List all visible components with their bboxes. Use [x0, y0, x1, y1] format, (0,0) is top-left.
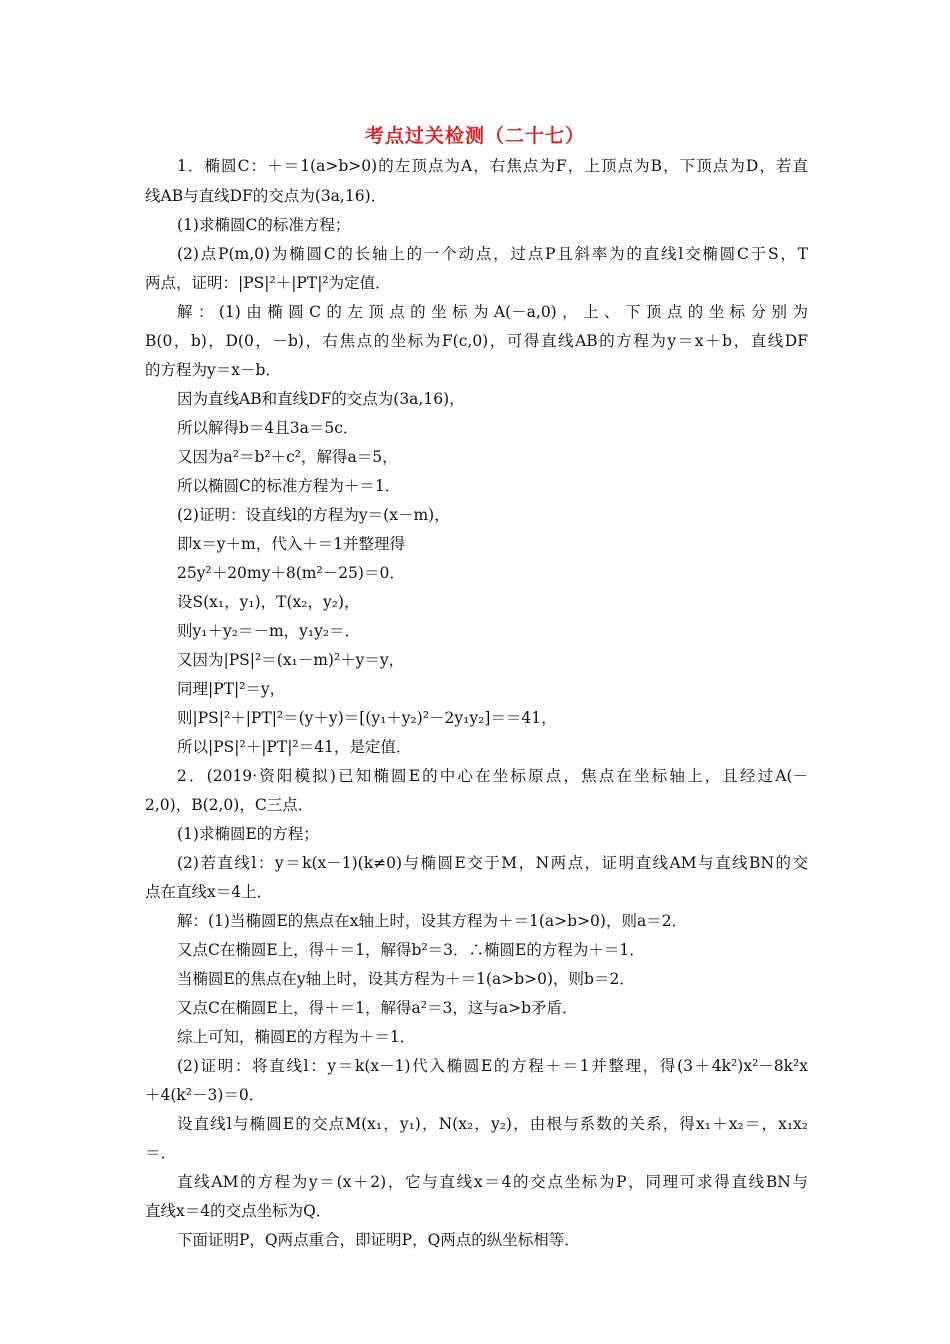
text-line: 同理|PT|²＝y， [177, 680, 286, 698]
text-line: 又因为a²＝b²＋c²，解得a＝5， [177, 448, 398, 466]
text-line: 线AB与直线DF的交点为(3a,16)． [145, 187, 387, 205]
text-line: ＝． [145, 1144, 177, 1162]
text-line: 设直线l与椭圆E的交点M(x₁，y₁)，N(x₂，y₂)，由根与系数的关系，得x₁＋x₂＝，x₁x₂ [177, 1115, 808, 1133]
text-line: 所以椭圆C的标准方程为＋＝1． [177, 477, 401, 495]
text-line: (2)证明：设直线l的方程为y＝(x－m)， [177, 506, 450, 524]
text-line: 综上可知，椭圆E的方程为＋＝1． [177, 1028, 416, 1046]
text-line: 又点C在椭圆E上，得＋＝1，解得a²＝3，这与a>b矛盾． [177, 999, 578, 1017]
text-line: 25y²＋20my＋8(m²－25)＝0． [177, 564, 405, 582]
text-line: ＋4(k²－3)＝0． [145, 1086, 265, 1104]
text-line: 解：(1)当椭圆E的焦点在x轴上时，设其方程为＋＝1(a>b>0)，则a＝2． [177, 912, 688, 930]
text-line: 设S(x₁，y₁)，T(x₂，y₂)， [177, 593, 360, 611]
text-line: 2．(2019·资阳模拟)已知椭圆E的中心在坐标原点，焦点在坐标轴上，且经过A(－ [177, 767, 808, 785]
text-line: 下面证明P，Q两点重合，即证明P，Q两点的纵坐标相等． [177, 1231, 580, 1249]
text-line: (2)若直线l：y＝k(x－1)(k≠0)与椭圆E交于M，N两点，证明直线AM与直线BN的交 [177, 854, 808, 872]
text-line: 1．椭圆C：＋＝1(a>b>0)的左顶点为A，右焦点为F，上顶点为B，下顶点为D，若直 [177, 157, 808, 175]
text-line: (2)点P(m,0)为椭圆C的长轴上的一个动点，过点P且斜率为的直线l交椭圆C于S，T [177, 245, 808, 263]
text-line: 点在直线x＝4上． [145, 883, 273, 901]
text-line: 解：(1)由椭圆C的左顶点的坐标为A(－a,0)，上、下顶点的坐标分别为 [177, 303, 808, 321]
text-line: 的方程为y＝x－b． [145, 361, 281, 379]
text-line: 即x＝y＋m，代入＋＝1并整理得 [177, 535, 406, 553]
page-title: 考点过关检测（二十七） [364, 125, 585, 147]
text-line: 因为直线AB和直线DF的交点为(3a,16)， [177, 390, 465, 408]
text-line: 则y₁＋y₂＝－m，y₁y₂＝． [177, 622, 361, 640]
text-line: (1)求椭圆E的方程； [177, 825, 319, 843]
text-line: 又点C在椭圆E上，得＋＝1，解得b²＝3．∴椭圆E的方程为＋＝1． [177, 941, 645, 959]
text-line: 又因为|PS|²＝(x₁－m)²＋y＝y， [177, 651, 405, 669]
text-line: 2,0)，B(2,0)，C三点． [145, 796, 314, 814]
text-line: 直线x＝4的交点坐标为Q． [145, 1202, 332, 1220]
text-line: 所以|PS|²＋|PT|²＝41，是定值． [177, 738, 412, 756]
text-line: (2)证明：将直线l：y＝k(x－1)代入椭圆E的方程＋＝1并整理，得(3＋4k²)x²－8k²x [177, 1057, 808, 1075]
text-line: 则|PS|²＋|PT|²＝(y＋y)＝[(y₁＋y₂)²－2y₁y₂]＝＝41， [177, 709, 557, 727]
text-line: 直线AM的方程为y＝(x＋2)，它与直线x＝4的交点坐标为P，同理可求得直线BN与 [177, 1173, 808, 1191]
text-line: 当椭圆E的焦点在y轴上时，设其方程为＋＝1(a>b>0)，则b＝2． [177, 970, 635, 988]
text-line: 所以解得b＝4且3a＝5c． [177, 419, 359, 437]
text-line: (1)求椭圆C的标准方程； [177, 216, 351, 234]
text-line: 两点，证明：|PS|²＋|PT|²为定值． [145, 274, 391, 292]
text-line: B(0，b)，D(0，－b)，右焦点的坐标为F(c,0)，可得直线AB的方程为y＝x＋b，直线DF [145, 332, 808, 350]
